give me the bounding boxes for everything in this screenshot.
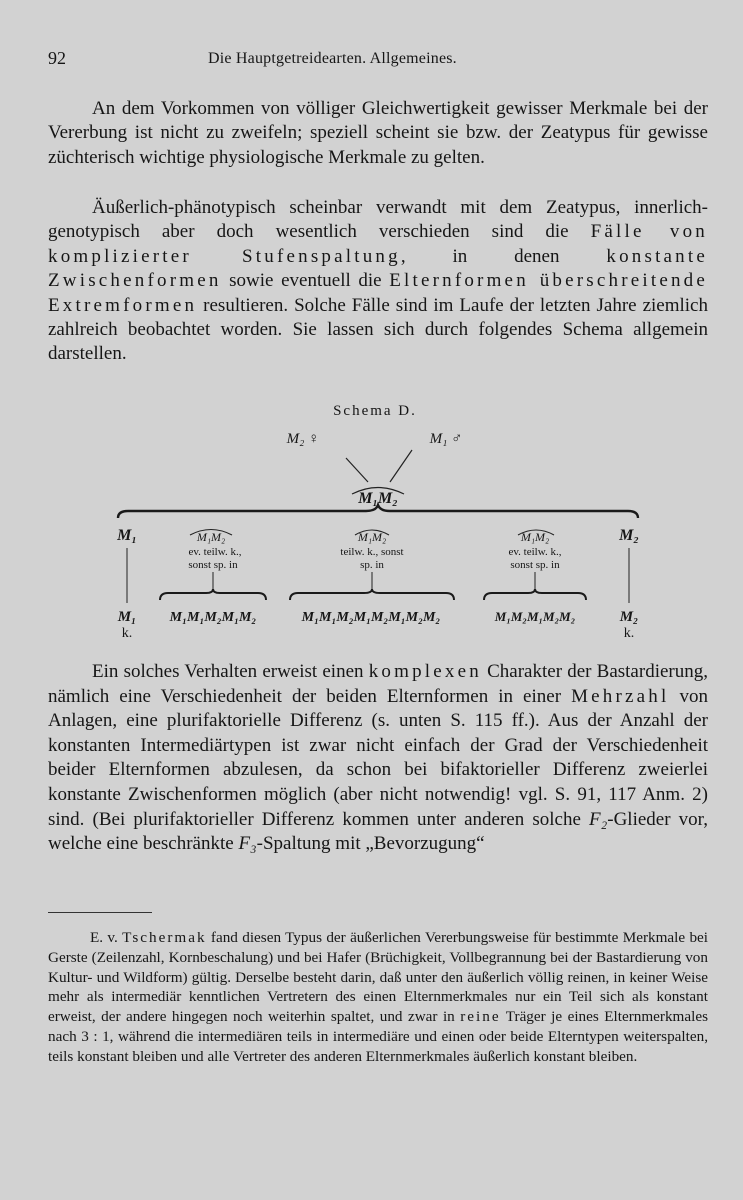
paragraph-3-text: Charakter der Bastardierung, nämlich eine Verschiedenheit der beiden Elternformen in einer bbox=[48, 661, 708, 707]
spaced-term-zwischenformen: konstante Zwischenformen bbox=[48, 245, 708, 292]
footnote-text: E. v. bbox=[90, 929, 123, 946]
g2-brace bbox=[290, 589, 454, 600]
g1-brace bbox=[160, 589, 266, 600]
right-parent-type: M₂ bbox=[619, 527, 639, 544]
spaced-term-extremformen: Elternformen überschreitende Extremformen bbox=[48, 270, 708, 316]
g3-result-row: M₁M₂M₁M₂M₂ bbox=[494, 609, 576, 624]
g3-note-1: ev. teilw. k., bbox=[508, 546, 562, 558]
bottom-left-constant: k. bbox=[121, 626, 133, 641]
f3-term: F₃ bbox=[238, 833, 257, 855]
cross-line-left bbox=[346, 458, 368, 482]
footnote-rule bbox=[48, 912, 152, 913]
f2-brace bbox=[118, 505, 638, 518]
g2-note-1: teilw. k., sonst bbox=[340, 546, 404, 558]
g1-note-1: ev. teilw. k., bbox=[188, 546, 242, 558]
g3-note-2: sonst sp. in bbox=[510, 559, 560, 571]
hybrid-brace bbox=[352, 488, 404, 495]
paragraph-3-text: -Glieder vor, welche eine beschränkte bbox=[48, 808, 708, 855]
f1-hybrid: M₁M₂ bbox=[358, 490, 398, 507]
paragraph-2-text: resultieren. Solche Fälle sind im Laufe der letzten Jahre ziemlich zahlreich beobachtet worden. Sie lassen sich durch folgendes Schema allgemein darstellen. bbox=[48, 294, 708, 365]
paragraph-2-text: , in denen bbox=[400, 245, 607, 267]
spaced-term-mehrzahl: Mehrzahl bbox=[571, 685, 670, 707]
paragraph-3 bbox=[48, 660, 708, 857]
g1-result-row: M₁M₁M₂M₁M₂ bbox=[169, 610, 257, 625]
bottom-right-constant: k. bbox=[623, 626, 635, 641]
bottom-right-type: M₂ bbox=[619, 609, 639, 625]
g3-genotype: M₁M₂ bbox=[520, 530, 550, 544]
running-header bbox=[48, 48, 708, 72]
g2-note-2: sp. in bbox=[360, 559, 384, 571]
left-parent-type: M₁ bbox=[117, 527, 137, 544]
schema-title: Schema D. bbox=[333, 403, 417, 419]
paragraph-3-text: Ein solches Verhalten erweist einen bbox=[92, 661, 369, 682]
paragraph-2 bbox=[48, 196, 708, 367]
g1-note-2: sonst sp. in bbox=[188, 559, 238, 571]
parent-female: M₂ ♀ bbox=[286, 431, 320, 447]
g2-genotype: M₁M₂ bbox=[357, 530, 387, 544]
paragraph-3-text: von Anlagen, eine plurifaktorielle Differenz (s. unten S. 115 ff.). Aus der Anzahl der konstanten Intermediärtypen ist zwar nicht einfach der Grad der Verschiedenheit beider Elternformen abzulesen, da schon bei bifaktorieller Differenz zweierlei konstante Zwischenformen möglich (aber nicht notwendig! vgl. S. 91, 117 Anm. 2) sind. (Bei plurifaktorieller Differenz kommen unter anderen solche bbox=[48, 685, 709, 830]
running-title: Die Hauptgetreidearten. Allgemeines. bbox=[208, 50, 457, 67]
page-number: 92 bbox=[48, 48, 66, 68]
g3-brace bbox=[484, 589, 586, 600]
spaced-term-reine: reine bbox=[460, 1008, 501, 1026]
paragraph-1: An dem Vorkommen von völliger Gleichwertigkeit gewisser Merkmale bei der Vererbung ist nicht zu zweifeln; speziell scheint sie bzw. der Zeatypus für gewisse züchterisch wichtige physiologische Merkmale zu gelten. bbox=[48, 98, 708, 168]
paragraph-2-text: Äußerlich-phänotypisch scheinbar verwandt mit dem Zeatypus, innerlich-genotypisch aber doch wesentlich verschieden sind die bbox=[48, 197, 708, 243]
author-name: Tschermak bbox=[122, 929, 207, 946]
g3-arc bbox=[518, 530, 554, 535]
g1-genotype: M₁M₂ bbox=[196, 530, 226, 544]
bottom-left-type: M₁ bbox=[117, 609, 137, 625]
f2-term: F₂ bbox=[589, 808, 608, 830]
footnote-text: fand diesen Typus der äußerlichen Vererbungsweise für bestimmte Merkmale bei Gerste (Zeilenzahl, Kornbeschalung) und bei Hafer (Brüchigkeit, Vollbegrannung bei der Bastardierung von Kultur- und Wildform) gültig. Derselbe besteht darin, daß unter den äußerlich völlig reinen, in keiner Weise mehr als intermediär kenntlichen Vertretern des einen Elternmerkmales nur ein Teil sich als konstant erweist, der andere hingegen noch weiterhin spaltet, und zwar in bbox=[48, 929, 708, 1026]
g2-result-row: M₁M₁M₂M₁M₂M₁M₂M₂ bbox=[301, 610, 441, 625]
cross-line-right bbox=[390, 450, 412, 482]
footnote-text: Träger je eines Elternmerkmales nach 3 : 1, während die intermediären teils in intermediäre und einen oder beide Elterntypen weiterspalten, teils konstant bleiben und alle Vertreter des anderen Elternmerkmales äußerlich konstant bleiben. bbox=[48, 1008, 708, 1065]
g2-arc bbox=[355, 530, 389, 535]
parent-male: M₁ ♂ bbox=[429, 431, 463, 447]
footnote bbox=[48, 928, 708, 1067]
paragraph-2-text: sowie eventuell die bbox=[221, 270, 390, 292]
spaced-term-komplexen: komplexen bbox=[368, 661, 482, 682]
paragraph-3-text: -Spaltung mit „Bevorzugung“ bbox=[256, 833, 485, 855]
spaced-term-stufenspaltung: Fälle von komplizierter Stufenspaltung bbox=[48, 221, 708, 267]
g1-arc bbox=[190, 530, 232, 536]
